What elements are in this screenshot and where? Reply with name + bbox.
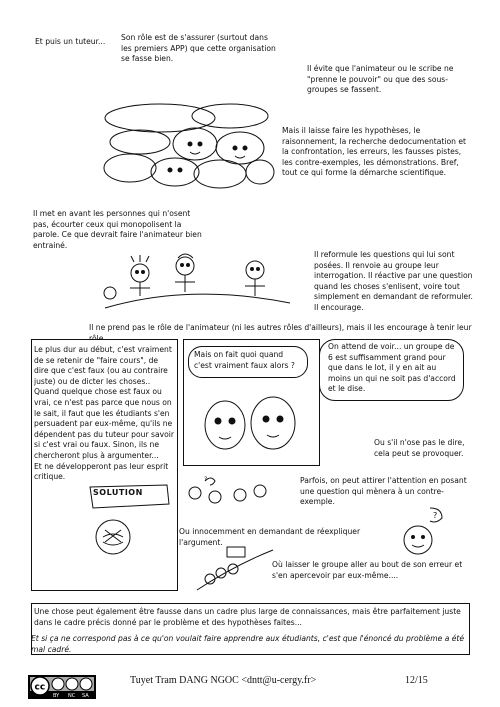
sliding-group-doodle-illustration bbox=[195, 545, 275, 595]
hardest-text: Le plus dur au début, c'est vraiment de se retenir de "faire cours", de dire que c'est faux (ou au contraire juste) ou de dicter les choses.. Quand quelque chose est faux ou vrai, ce n'est pas parce que nous on le sait, il faut que les étudiants s'en persuadent par eux-même, qu'ils ne dépendent pas du tuteur pour savoir si c'est vrai ou faux. Sinon, ils ne chercheront plus à argumenter... Et ne développeront pas leur esprit critique. bbox=[34, 345, 174, 482]
question-group-doodle-illustration bbox=[185, 473, 275, 513]
provoke-text: Ou s'il n'ose pas le dire, cela peut se provoquer. bbox=[374, 438, 465, 458]
solution-label: SOLUTION bbox=[93, 488, 143, 497]
license-nc: NC bbox=[68, 693, 76, 699]
tutor-face-doodle-illustration bbox=[400, 505, 460, 560]
let-go-text: Où laisser le groupe aller au bout de son erreur et s'en apercevoir par eux-même.... bbox=[272, 560, 463, 580]
no-role-text: Il ne prend pas le rôle de l'animateur (ni les autres rôles d'ailleurs), mais il les encourage à tenir leur bbox=[89, 323, 472, 332]
intro-label: Et puis un tuteur... bbox=[35, 37, 106, 46]
let-do-text: Mais il laisse faire les hypothèses, le raisonnement, la recherche dedocumentation et la confrontation, les erreurs, les fausses pistes, les contre-exemples, les démonstrations. Bref, tout ce qui forme la démarche scientifique. bbox=[282, 126, 467, 178]
attention-text: Parfois, on peut attirer l'attention en posant une question qui mènera à un contre-exemple. bbox=[300, 476, 467, 507]
avoid-power-text: Il évite que l'animateur ou le scribe ne "prenne le pouvoir" ou que des sous-groupes se fassent. bbox=[307, 64, 454, 95]
reformulate-text: Il reformule les questions qui lui sont posées. Il renvoie au groupe leur interrogation. Il réactive par une question quand les choses s'enlisent, voire tout simplement en demandant de reformuler. Il encourage. bbox=[314, 250, 473, 312]
footer-author: Tuyet Tram DANG NGOC <dntt@u-cergy.fr> bbox=[130, 675, 317, 686]
shy-people-text: Il met en avant les personnes qui n'osent pas, écourter ceux qui monopolisent la parole. Ce que devrait faire l'animateur bien entrainé. bbox=[33, 209, 202, 250]
license-by: BY bbox=[53, 693, 60, 699]
group-doodle-illustration bbox=[100, 100, 280, 192]
bubble-question-text: Mais on fait quoi quand c'est vraiment faux alors ? bbox=[194, 350, 295, 370]
two-faces-doodle-illustration bbox=[195, 393, 305, 458]
svg-text:?: ? bbox=[433, 511, 438, 520]
creative-commons-license-icon bbox=[28, 675, 96, 699]
discussion-doodle-illustration bbox=[100, 248, 295, 318]
tutor-role-text: Son rôle est de s'assurer (surtout dans les premiers APP) que cette organisation se fasse bien. bbox=[121, 33, 276, 64]
cc-mark: cc bbox=[34, 682, 46, 693]
note-italic-text: Et si ça ne correspond pas à ce qu'on voulait faire apprendre aux étudiants, c'est que l'énoncé du problème a été mal cadré. bbox=[31, 634, 465, 654]
note-text: Une chose peut également être fausse dans un cadre plus large de connaissances, mais être parfaitement juste dans le cadre précis donné par le problème et des hypothèses faites... bbox=[34, 607, 461, 627]
license-sa: SA bbox=[82, 693, 89, 699]
svg-text:?: ? bbox=[204, 476, 208, 483]
footer-page-number: 12/15 bbox=[405, 675, 428, 686]
innocent-text: Ou innocemment en demandant de réexpliquer l'argument. bbox=[179, 527, 361, 547]
bubble-answer-text: On attend de voir... un groupe de 6 est suffisamment grand pour que dans le lot, il y en ait au moins un qui ne soit pas d'accord et le dise. bbox=[328, 342, 456, 394]
